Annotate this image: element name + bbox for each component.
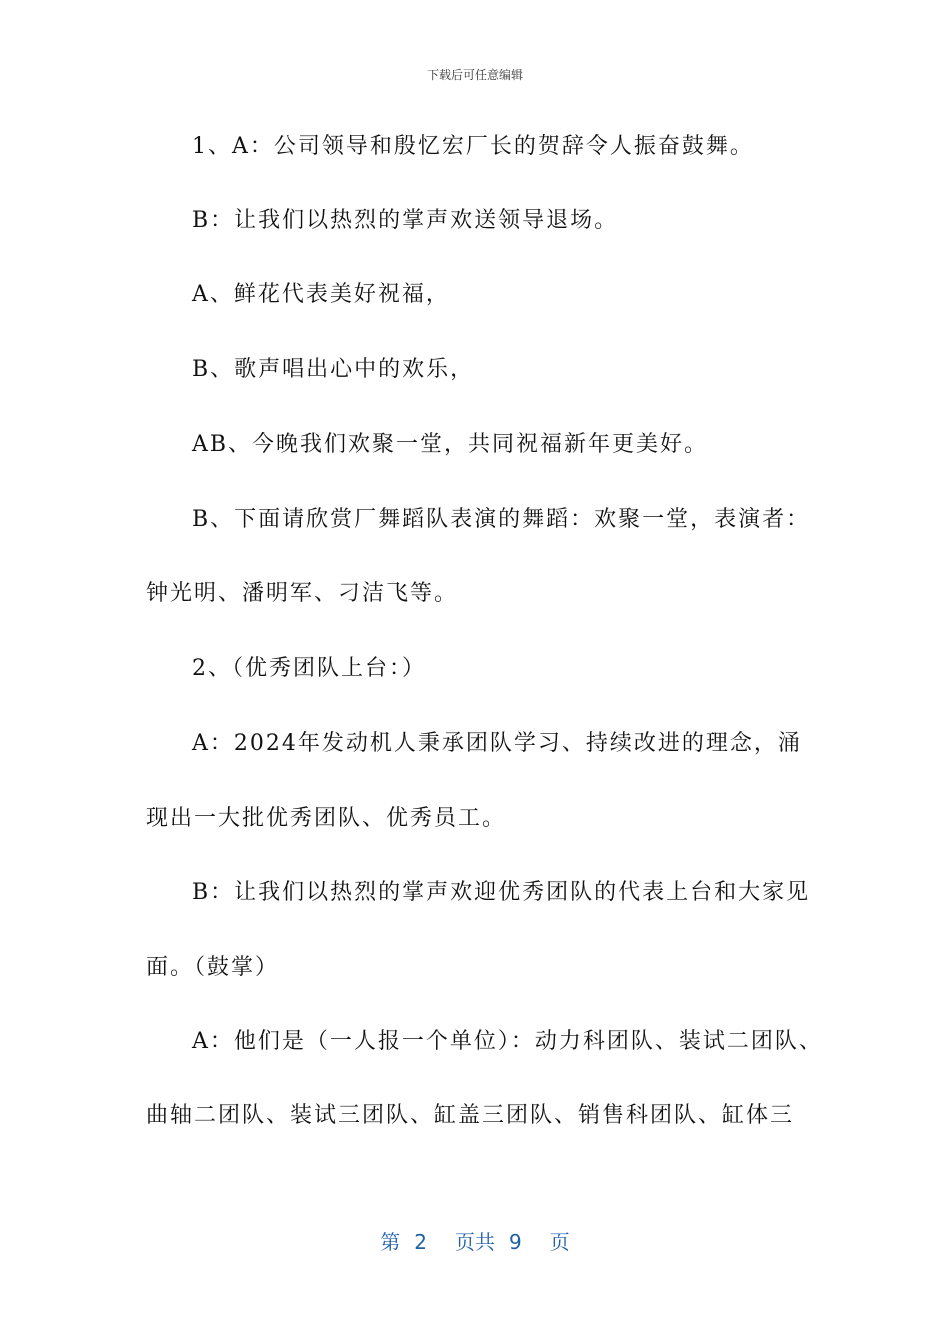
paragraph-line: 曲轴二团队、装试三团队、缸盖三团队、销售科团队、缸体三 bbox=[146, 1103, 795, 1128]
header-note: 下载后可任意编辑 bbox=[426, 68, 523, 82]
paragraph-line: B、歌声唱出心中的欢乐， bbox=[192, 357, 475, 382]
footer-current-page: 2 bbox=[414, 1230, 427, 1254]
footer-middle: 页共 bbox=[455, 1230, 495, 1254]
paragraph-line: 现出一大批优秀团队、优秀员工。 bbox=[146, 806, 507, 831]
paragraph-line: 2、（优秀团队上台：） bbox=[192, 656, 426, 681]
paragraph-line: 1、A：公司领导和殷忆宏厂长的贺辞令人振奋鼓舞。 bbox=[192, 134, 754, 159]
footer-prefix: 第 bbox=[380, 1230, 401, 1254]
footer-total-pages: 9 bbox=[509, 1230, 522, 1254]
paragraph-line: B、下面请欣赏厂舞蹈队表演的舞蹈：欢聚一堂，表演者： bbox=[192, 507, 811, 532]
paragraph-line: A：2024年发动机人秉承团队学习、持续改进的理念，涌 bbox=[192, 731, 802, 756]
footer-suffix: 页 bbox=[549, 1230, 570, 1254]
page-footer bbox=[0, 1226, 950, 1255]
paragraph-line: AB、今晚我们欢聚一堂，共同祝福新年更美好。 bbox=[192, 432, 709, 457]
paragraph-line: B：让我们以热烈的掌声欢送领导退场。 bbox=[192, 208, 619, 233]
paragraph-line: 钟光明、潘明军、刁洁飞等。 bbox=[146, 581, 459, 606]
paragraph-line: 面。（鼓掌） bbox=[146, 955, 280, 980]
paragraph-line: A、鲜花代表美好祝福， bbox=[192, 282, 450, 307]
paragraph-line: B：让我们以热烈的掌声欢迎优秀团队的代表上台和大家见 bbox=[192, 880, 811, 905]
paragraph-line: A：他们是（一人报一个单位）：动力科团队、装试二团队、 bbox=[192, 1029, 823, 1054]
